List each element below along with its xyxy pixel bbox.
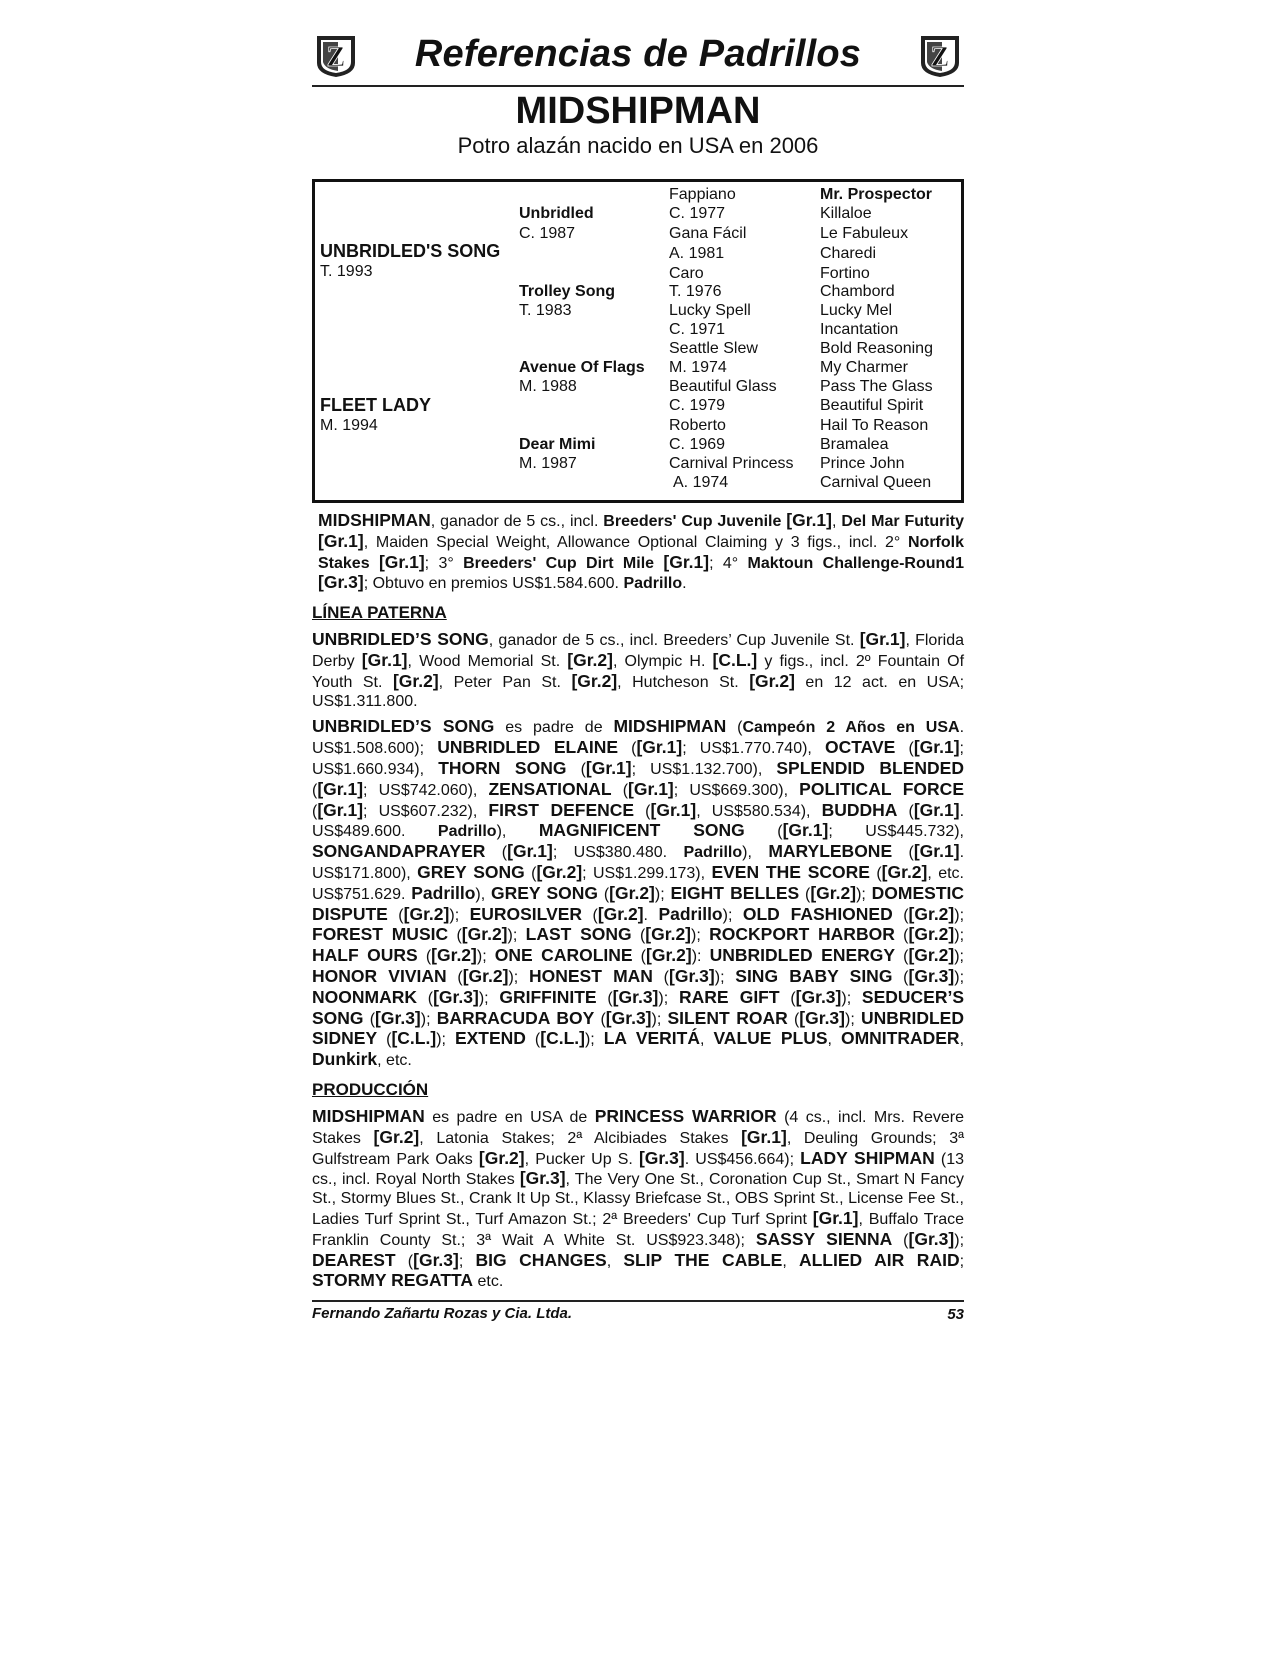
header-title: Referencias de Padrillos [414,33,862,75]
ancestor-name: Le Fabuleux [820,225,909,242]
ancestor-year: M. 1987 [519,455,577,472]
footer [312,1300,964,1327]
pedigree-table [312,179,964,503]
svg-text:Z: Z [930,42,950,73]
ancestor-name: Beautiful Spirit [820,397,924,414]
page-number: 53 [947,1306,964,1324]
ancestor-name: Lucky Mel [820,302,893,319]
ancestor-name: Trolley Song [519,283,616,300]
ancestor-year: C. 1977 [669,205,726,222]
ancestor-name: Charedi [820,245,877,262]
ancestor-name: Prince John [820,455,905,472]
header [312,30,964,87]
ancestor-name: Carnival Princess [669,455,794,472]
ancestor-name: Caro [669,265,704,282]
ancestor-name: Chambord [820,283,895,300]
race-record-paragraph: MIDSHIPMAN, ganador de 5 cs., incl. Breeders' Cup Juvenile [Gr.1], Del Mar Futurity [Gr.1], Maiden Special Weight, Allowance Optional Claiming y 3 figs., incl. 2° Norfolk Stakes [Gr.1]; 3° Breeders' Cup Dirt Mile [Gr.1]; 4° Maktoun Challenge-Round1 [Gr.3]; Obtuvo en premios US$1.584.600. Padrillo. [318,510,965,593]
ancestor-name: Bramalea [820,436,889,453]
sire-record-paragraph: UNBRIDLED’S SONG, ganador de 5 cs., incl. Breeders’ Cup Juvenile St. [Gr.1], Florida Derby [Gr.1], Wood Memorial St. [Gr.2], Olympic H. [C.L.] y figs., incl. 2º Fountain Of Youth St. [Gr.2], Peter Pan St. [Gr.2], Hutcheson St. [Gr.2] en 12 act. en USA; US$1.311.800. [312,629,965,710]
ancestor-name: Avenue Of Flags [519,359,645,376]
ancestor-name: Gana Fácil [669,225,747,242]
ancestor-year: C. 1971 [669,321,726,338]
sire-name: UNBRIDLED'S SONG [320,241,501,261]
ancestor-name: Killaloe [820,205,872,222]
ancestor-name: Unbridled [519,205,594,222]
ancestor-name: Fappiano [669,186,736,203]
ancestor-name: Fortino [820,265,870,282]
footer-company: Fernando Zañartu Rozas y Cia. Ltda. [312,1305,573,1323]
ancestor-year: T. 1983 [519,302,572,319]
ancestor-year: C. 1969 [669,436,726,453]
page [312,30,964,1327]
ancestor-name: Beautiful Glass [669,378,777,395]
ancestor-year: C. 1987 [519,225,576,242]
ancestor-name: Carnival Queen [820,474,932,491]
ancestor-year: M. 1988 [519,378,577,395]
ancestor-name: My Charmer [820,359,909,376]
ancestor-name: Incantation [820,321,899,338]
dam-name: FLEET LADY [320,395,431,415]
dam-year: M. 1994 [320,417,378,434]
section-heading-linea-paterna: LÍNEA PATERNA [312,603,447,623]
sire-progeny-paragraph: UNBRIDLED’S SONG es padre de MIDSHIPMAN (Campeón 2 Años en USA. US$1.508.600); UNBRIDLED ELAINE ([Gr.1]; US$1.770.740), OCTAVE ([Gr.1]; US$1.660.934), THORN SONG ([Gr.1]; US$1.132.700), SPLENDID BLENDED ([Gr.1]; US$742.060), ZENSATIONAL ([Gr.1]; US$669.300), POLITICAL FORCE ([Gr.1]; US$607.232), FIRST DEFENCE ([Gr.1], US$580.534), BUDDHA ([Gr.1]. US$489.600. Padrillo), MAGNIFICENT SONG ([Gr.1]; US$445.732), SONGANDAPRAYER ([Gr.1]; US$380.480. Padrillo), MARYLEBONE ([Gr.1]. US$171.800), GREY SONG ([Gr.2]; US$1.299.173), EVEN THE SCORE ([Gr.2], etc. US$751.629. Padrillo), GREY SONG ([Gr.2]); EIGHT BELLES ([Gr.2]); DOMESTIC DISPUTE ([Gr.2]); EUROSILVER ([Gr.2]. Padrillo); OLD FASHIONED ([Gr.2]); FOREST MUSIC ([Gr.2]); LAST SONG ([Gr.2]); ROCKPORT HARBOR ([Gr.2]); HALF OURS ([Gr.2]); ONE CAROLINE ([Gr.2]): UNBRIDLED ENERGY ([Gr.2]); HONOR VIVIAN ([Gr.2]); HONEST MAN ([Gr.3]); SING BABY SING ([Gr.3]); NOONMARK ([Gr.3]); GRIFFINITE ([Gr.3]); RARE GIFT ([Gr.3]); SEDUCER’S SONG ([Gr.3]); BARRACUDA BOY ([Gr.3]); SILENT ROAR ([Gr.3]); UNBRIDLED SIDNEY ([C.L.]); EXTEND ([C.L.]); LA VERITÁ, VALUE PLUS, OMNITRADER, Dunkirk, etc. [312,716,965,1070]
ancestor-name: Mr. Prospector [820,186,933,203]
horse-name: MIDSHIPMAN [515,90,761,132]
production-paragraph: MIDSHIPMAN es padre en USA de PRINCESS WARRIOR (4 cs., incl. Mrs. Revere Stakes [Gr.2], Latonia Stakes; 2ª Alcibiades Stakes [Gr.1], Deuling Grounds; 3ª Gulfstream Park Oaks [Gr.2], Pucker Up S. [Gr.3]. US$456.664); LADY SHIPMAN (13 cs., incl. Royal North Stakes [Gr.3], The Very One St., Coronation Cup St., Smart N Fancy St., Stormy Blues St., Crank It Up St., Klassy Briefcase St., OBS Sprint St., License Fee St., Ladies Turf Sprint St., Turf Amazon St.; 2ª Breeders' Cup Turf Sprint [Gr.1], Buffalo Trace Franklin County St.; 3ª Wait A White St. US$923.348); SASSY SIENNA ([Gr.3]); DEAREST ([Gr.3]; BIG CHANGES, SLIP THE CABLE, ALLIED AIR RAID; STORMY REGATTA etc. [312,1105,965,1291]
ancestor-name: Bold Reasoning [820,340,933,357]
ancestor-year: T. 1976 [669,283,722,300]
zanartu-logo-icon [918,33,962,79]
ancestor-name: Dear Mimi [519,436,596,453]
ancestor-year: M. 1974 [669,359,727,376]
ancestor-name: Lucky Spell [669,302,751,319]
horse-subtitle: Potro alazán nacido en USA en 2006 [457,133,819,158]
ancestor-name: Pass The Glass [820,378,933,395]
sire-year: T. 1993 [320,263,373,280]
ancestor-name: Roberto [669,417,726,434]
ancestor-year: A. 1981 [669,245,725,262]
svg-text:Z: Z [326,42,346,73]
ancestor-year: A. 1974 [673,474,729,491]
ancestor-name: Hail To Reason [820,417,929,434]
section-heading-produccion: PRODUCCIÓN [312,1079,429,1099]
ancestor-name: Seattle Slew [669,340,758,357]
ancestor-year: C. 1979 [669,397,726,414]
